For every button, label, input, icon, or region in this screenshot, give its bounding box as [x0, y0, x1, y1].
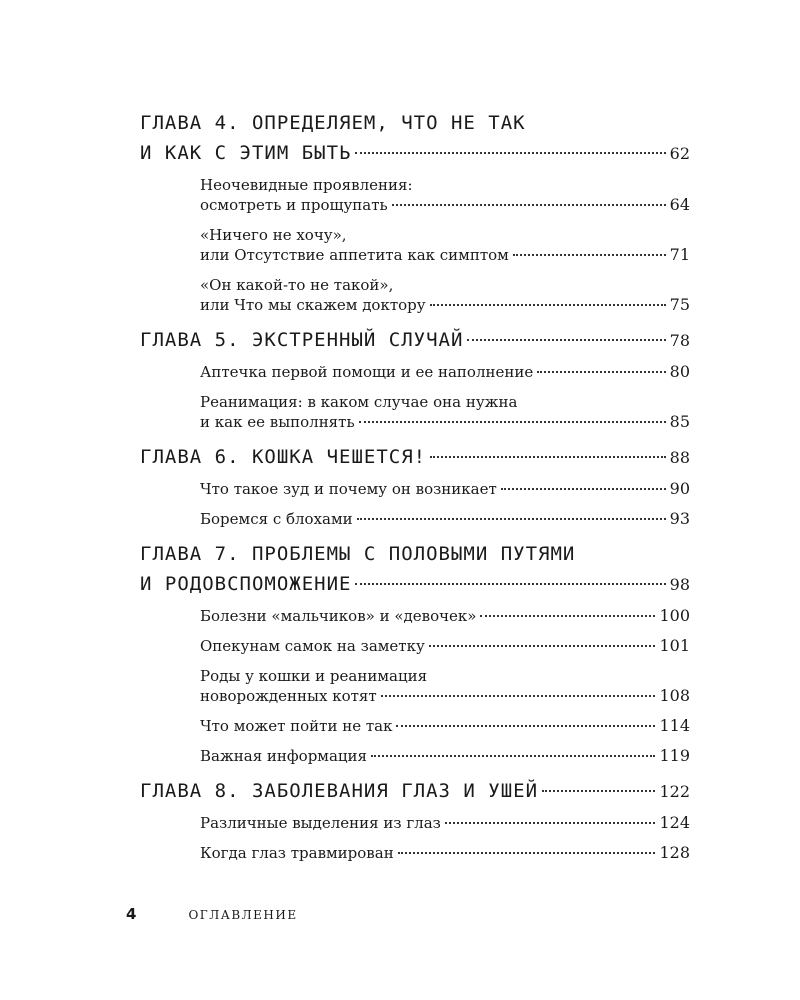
dot-leader — [398, 852, 656, 854]
section-page-number: 108 — [659, 686, 690, 705]
chapter-entry[interactable] — [140, 442, 690, 473]
section-title-line2: осмотреть и прощупать — [200, 196, 388, 214]
section-title: Различные выделения из глаз — [200, 814, 441, 832]
section-entry[interactable] — [200, 666, 690, 706]
chapter-page-number: 78 — [669, 331, 690, 350]
running-footer-label: ОГЛАВЛЕНИЕ — [188, 908, 298, 922]
section-title: Аптечка первой помощи и ее наполнение — [200, 363, 534, 381]
dot-leader — [355, 583, 665, 585]
section-title: Боремся с блохами — [200, 510, 353, 528]
section-page-number: 85 — [669, 412, 690, 431]
table-of-contents — [140, 108, 690, 863]
section-entry[interactable] — [200, 479, 690, 499]
section-page-number: 119 — [659, 746, 690, 765]
chapter-title-line1: ГЛАВА 7. ПРОБЛЕМЫ С ПОЛОВЫМИ ПУТЯМИ — [140, 543, 576, 565]
section-title-line1: «Он какой-то не такой», — [200, 276, 394, 294]
chapter-entry[interactable] — [140, 776, 690, 807]
dot-leader — [445, 822, 656, 824]
dot-leader — [371, 755, 655, 757]
dot-leader — [537, 371, 665, 373]
section-page-number: 75 — [669, 295, 690, 314]
section-entry[interactable] — [200, 746, 690, 766]
chapter-title-line2: И РОДОВСПОМОЖЕНИЕ — [140, 573, 352, 595]
section-page-number: 71 — [669, 245, 690, 264]
section-page-number: 114 — [659, 716, 690, 735]
chapter-page-number: 62 — [669, 144, 690, 163]
dot-leader — [467, 339, 665, 341]
section-title: Когда глаз травмирован — [200, 844, 394, 862]
chapter-entry[interactable] — [140, 108, 690, 169]
section-title: Важная информация — [200, 747, 368, 765]
chapter-page-number: 122 — [659, 782, 690, 801]
section-page-number: 124 — [659, 813, 690, 832]
chapter-entry[interactable] — [140, 325, 690, 356]
section-page-number: 93 — [669, 509, 690, 528]
section-page-number: 101 — [659, 636, 690, 655]
section-entry[interactable] — [200, 362, 690, 382]
dot-leader — [359, 421, 666, 423]
chapter-title: ГЛАВА 6. КОШКА ЧЕШЕТСЯ! — [140, 446, 427, 468]
dot-leader — [430, 304, 666, 306]
section-entry[interactable] — [200, 636, 690, 656]
section-title-line1: «Ничего не хочу», — [200, 226, 347, 244]
dot-leader — [480, 615, 655, 617]
section-title: Болезни «мальчиков» и «девочек» — [200, 607, 477, 625]
section-title: Что такое зуд и почему он возникает — [200, 480, 497, 498]
dot-leader — [357, 518, 666, 520]
dot-leader — [430, 456, 666, 458]
section-entry[interactable] — [200, 225, 690, 265]
dot-leader — [513, 254, 666, 256]
chapter-title: ГЛАВА 8. ЗАБОЛЕВАНИЯ ГЛАЗ И УШЕЙ — [140, 780, 539, 802]
section-title-line1: Неочевидные проявления: — [200, 176, 413, 194]
section-page-number: 90 — [669, 479, 690, 498]
chapter-entry[interactable] — [140, 539, 690, 600]
section-title-line1: Роды у кошки и реанимация — [200, 667, 428, 685]
dot-leader — [381, 695, 656, 697]
section-title-line2: или Отсутствие аппетита как симптом — [200, 246, 509, 264]
dot-leader — [392, 204, 666, 206]
section-entry[interactable] — [200, 175, 690, 215]
section-page-number: 64 — [669, 195, 690, 214]
dot-leader — [355, 152, 665, 154]
section-entry[interactable] — [200, 275, 690, 315]
section-title: Опекунам самок на заметку — [200, 637, 425, 655]
chapter-page-number: 98 — [669, 575, 690, 594]
chapter-title-line1: ГЛАВА 4. ОПРЕДЕЛЯЕМ, ЧТО НЕ ТАК — [140, 112, 526, 134]
page-footer — [126, 905, 298, 923]
dot-leader — [396, 725, 655, 727]
dot-leader — [542, 790, 655, 792]
section-entry[interactable] — [200, 716, 690, 736]
section-page-number: 128 — [659, 843, 690, 862]
folio-page-number: 4 — [126, 905, 137, 923]
section-title-line2: и как ее выполнять — [200, 413, 355, 431]
chapter-page-number: 88 — [669, 448, 690, 467]
section-entry[interactable] — [200, 509, 690, 529]
section-page-number: 100 — [659, 606, 690, 625]
section-title-line2: или Что мы скажем доктору — [200, 296, 426, 314]
section-entry[interactable] — [200, 392, 690, 432]
section-title: Что может пойти не так — [200, 717, 393, 735]
section-entry[interactable] — [200, 843, 690, 863]
dot-leader — [501, 488, 666, 490]
chapter-title-line2: И КАК С ЭТИМ БЫТЬ — [140, 142, 352, 164]
chapter-title: ГЛАВА 5. ЭКСТРЕННЫЙ СЛУЧАЙ — [140, 329, 464, 351]
section-title-line1: Реанимация: в каком случае она нужна — [200, 393, 518, 411]
section-title-line2: новорожденных котят — [200, 687, 377, 705]
section-page-number: 80 — [669, 362, 690, 381]
section-entry[interactable] — [200, 813, 690, 833]
section-entry[interactable] — [200, 606, 690, 626]
dot-leader — [429, 645, 656, 647]
